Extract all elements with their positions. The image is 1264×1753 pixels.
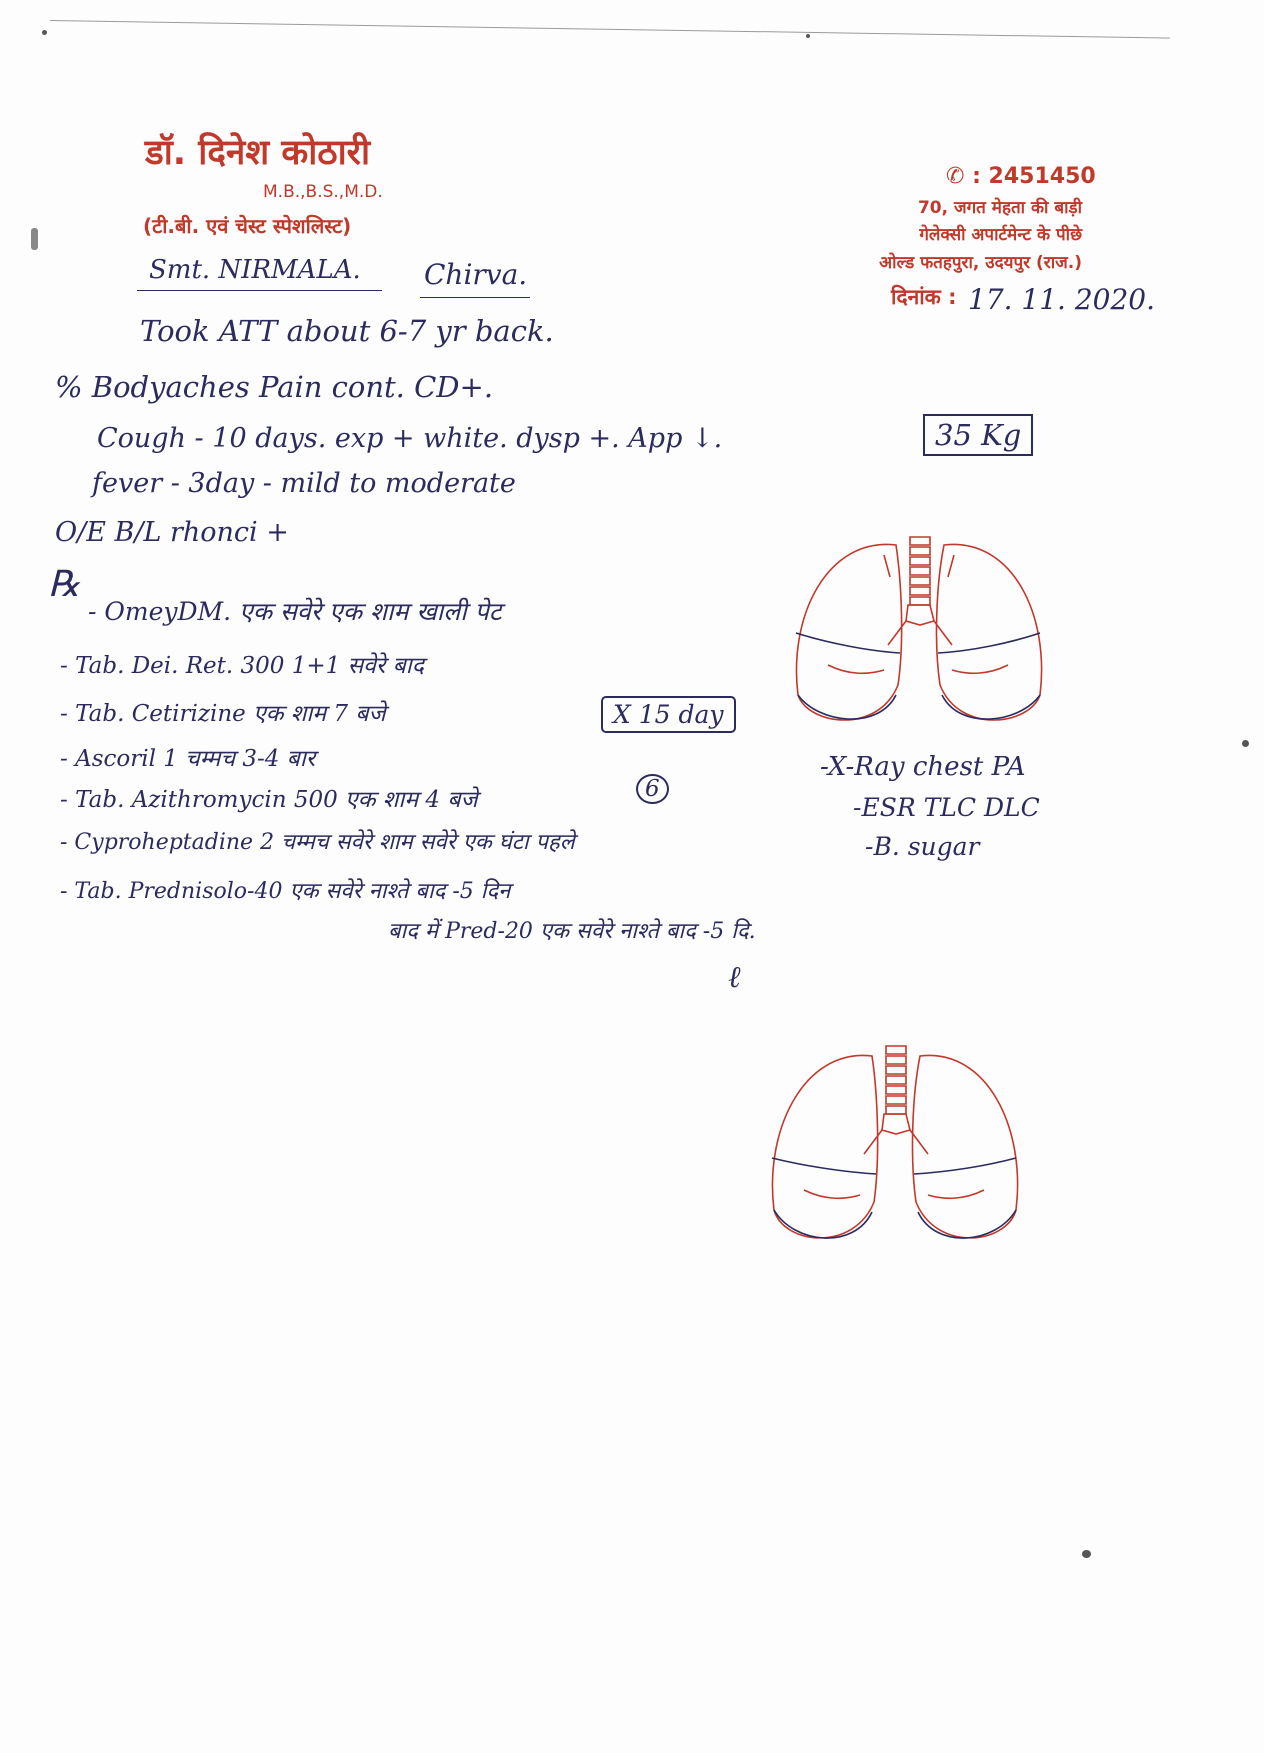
address-line: गेलेक्सी अपार्टमेन्ट के पीछे	[919, 225, 1082, 245]
scan-speck	[42, 30, 47, 35]
scan-speck	[1242, 740, 1249, 747]
patient-surname: Chirva.	[424, 258, 528, 291]
patient-surname-underline	[420, 297, 530, 298]
doctor-degree: M.B.,B.S.,M.D.	[263, 182, 383, 202]
rx-item: - Tab. Prednisolo-40 एक सवेरे नाश्ते बाद -5 दिन	[60, 879, 511, 904]
cough-note: Cough - 10 days. exp + white. dysp +. App ↓.	[97, 423, 723, 454]
doctor-name: डॉ. दिनेश कोठारी	[145, 133, 371, 173]
address-line: ओल्ड फतहपुरा, उदयपुर (राज.)	[879, 253, 1082, 273]
patient-name: Smt. NIRMALA.	[149, 255, 361, 285]
duration-box: X 15 day	[601, 696, 736, 733]
rx-item-followup: बाद में Pred-20 एक सवेरे नाश्ते बाद -5 दि.	[388, 919, 756, 944]
doctor-specialty: (टी.बी. एवं चेस्ट स्पेशलिस्ट)	[143, 214, 352, 238]
signature-mark: ℓ	[728, 960, 741, 995]
address-line: 70, जगत मेहता की बाड़ी	[917, 198, 1082, 218]
rx-item: - Ascoril 1 चम्मच 3-4 बार	[60, 746, 316, 772]
date-label: दिनांक :	[891, 285, 957, 309]
rx-item: - Tab. Cetirizine एक शाम 7 बजे	[60, 701, 386, 727]
phone-number: ✆ : 2451450	[946, 164, 1096, 189]
lung-diagram-upper	[788, 525, 1050, 735]
top-edge-line	[50, 20, 1170, 39]
complaint-note: % Bodyaches Pain cont. CD+.	[55, 370, 494, 404]
investigation-item: -ESR TLC DLC	[853, 793, 1040, 822]
azithro-days-circled	[636, 774, 669, 804]
lung-diagram-lower	[764, 1040, 1026, 1255]
scan-speck	[806, 34, 810, 38]
examination-note: O/E B/L rhonci +	[55, 517, 289, 548]
date-value: 17. 11. 2020.	[968, 283, 1156, 316]
patient-name-underline	[137, 290, 382, 291]
fever-note: fever - 3day - mild to moderate	[92, 468, 516, 499]
rx-item: - Tab. Azithromycin 500 एक शाम 4 बजे	[60, 787, 478, 813]
azithro-days: 6	[636, 774, 669, 804]
history-note: Took ATT about 6-7 yr back.	[140, 314, 554, 348]
rx-item: - OmeyDM. एक सवेरे एक शाम खाली पेट	[88, 597, 502, 626]
investigation-item: -B. sugar	[865, 832, 980, 861]
rx-item: - Tab. Dei. Ret. 300 1+1 सवेरे बाद	[60, 653, 424, 679]
investigation-item: -X-Ray chest PA	[820, 752, 1026, 782]
scan-speck	[31, 228, 38, 250]
weight-box: 35 Kg	[923, 414, 1033, 456]
scan-speck	[1082, 1550, 1091, 1558]
rx-symbol: ℞	[48, 564, 81, 605]
rx-item: - Cyproheptadine 2 चम्मच सवेरे शाम सवेरे एक घंटा पहले	[60, 830, 575, 855]
